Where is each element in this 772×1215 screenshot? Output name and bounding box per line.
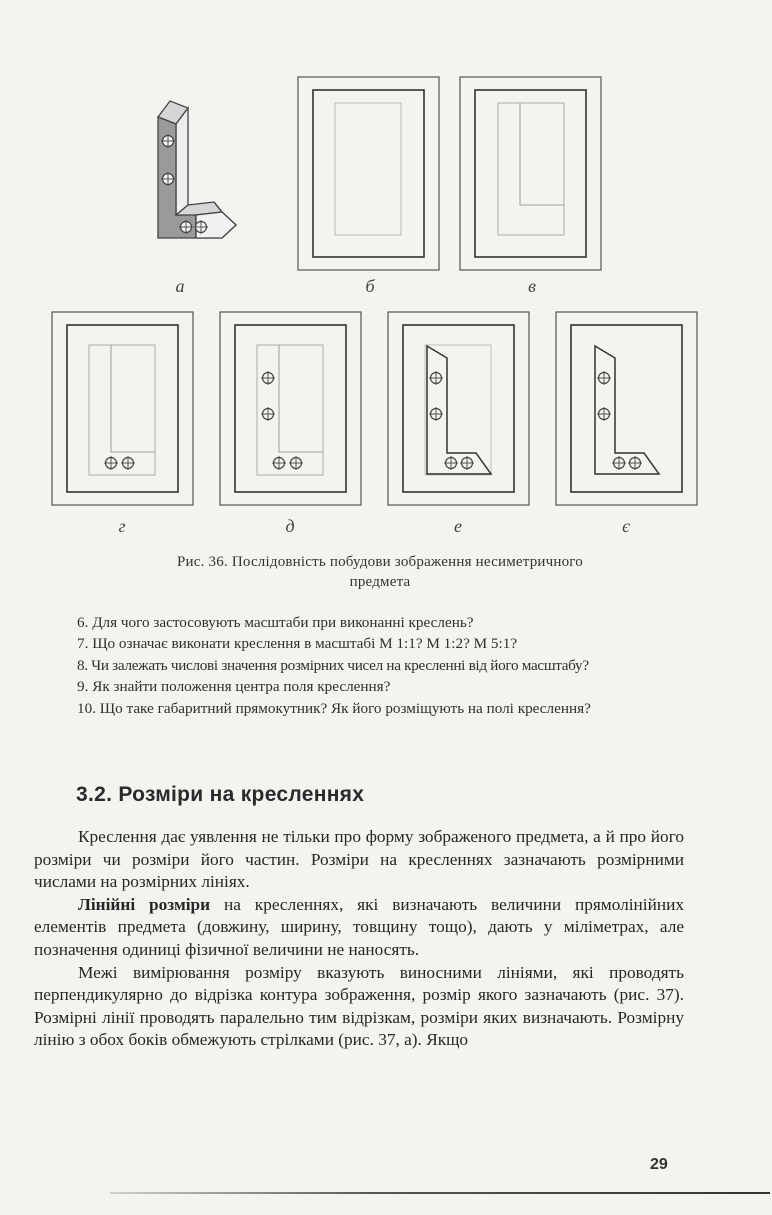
figure-label-b: б xyxy=(365,276,375,296)
figure-label-a: а xyxy=(175,276,185,296)
figure-a-isometric-bracket xyxy=(158,101,236,238)
figure-b-drawing xyxy=(298,77,439,270)
question-6: 6. Для чого застосовують масштаби при виконанні креслень? xyxy=(77,614,474,631)
paragraph-1: Креслення дає уявлення не тільки про форму зображеного предмета, а й про його розміри чи розміри його частин. Розміри на кресленнях зазначають розмірними числами на розмірних лініях. xyxy=(34,827,684,892)
question-9: 9. Як знайти положення центра поля креслення? xyxy=(77,678,391,696)
paragraph-2 xyxy=(34,894,684,962)
question-10: 10. Що таке габаритний прямокутник? Як його розміщують на полі креслення? xyxy=(77,699,591,717)
figure-36-drawings xyxy=(0,60,772,540)
figure-label-v: в xyxy=(528,276,536,296)
figure-caption-line1: Рис. 36. Послідовність побудови зображення несиметричного xyxy=(177,554,583,570)
figure-g-drawing xyxy=(52,312,193,505)
figure-label-ye: є xyxy=(622,516,630,536)
section-title: 3.2. Розміри на кресленнях xyxy=(76,783,365,806)
figure-caption-line2: предмета xyxy=(349,574,411,590)
question-7: 7. Що означає виконати креслення в масштабі М 1:1? М 1:2? М 5:1? xyxy=(77,635,518,653)
page-number: 29 xyxy=(650,1156,668,1173)
figure-label-d: д xyxy=(285,516,295,536)
figure-ye-drawing xyxy=(556,312,697,505)
page-bottom-edge xyxy=(110,1192,770,1194)
paragraph-2-term: Лінійні розміри xyxy=(78,894,211,914)
figure-v-drawing xyxy=(460,77,601,270)
figure-label-e: е xyxy=(454,516,462,536)
paragraph-2-text: на кресленнях, які визначають величини прямолінійних елементів предмета (довжину, ширину, товщину тощо), дають у міліметрах, але позначення одиниці фізичної величини не наносять. xyxy=(34,894,684,959)
review-questions xyxy=(34,612,684,719)
figure-label-g: г xyxy=(118,516,126,536)
figure-caption xyxy=(80,552,680,592)
section-body xyxy=(34,826,684,1052)
figure-d-drawing xyxy=(220,312,361,505)
question-8: 8. Чи залежать числові значення розмірних чисел на кресленні від його масштабу? xyxy=(77,656,589,674)
paragraph-3: Межі вимірювання розміру вказують виносними лініями, які проводять перпендикулярно до відрізка контура зображення, розмір якого зазначають (рис. 37). Розмірні лінії проводять паралельно тим відрізкам, розміри яких визначають. Розмірну лінію з обох боків обмежують стрілками (рис. 37, а). Якщо xyxy=(34,962,684,1050)
figure-e-drawing xyxy=(388,312,529,505)
